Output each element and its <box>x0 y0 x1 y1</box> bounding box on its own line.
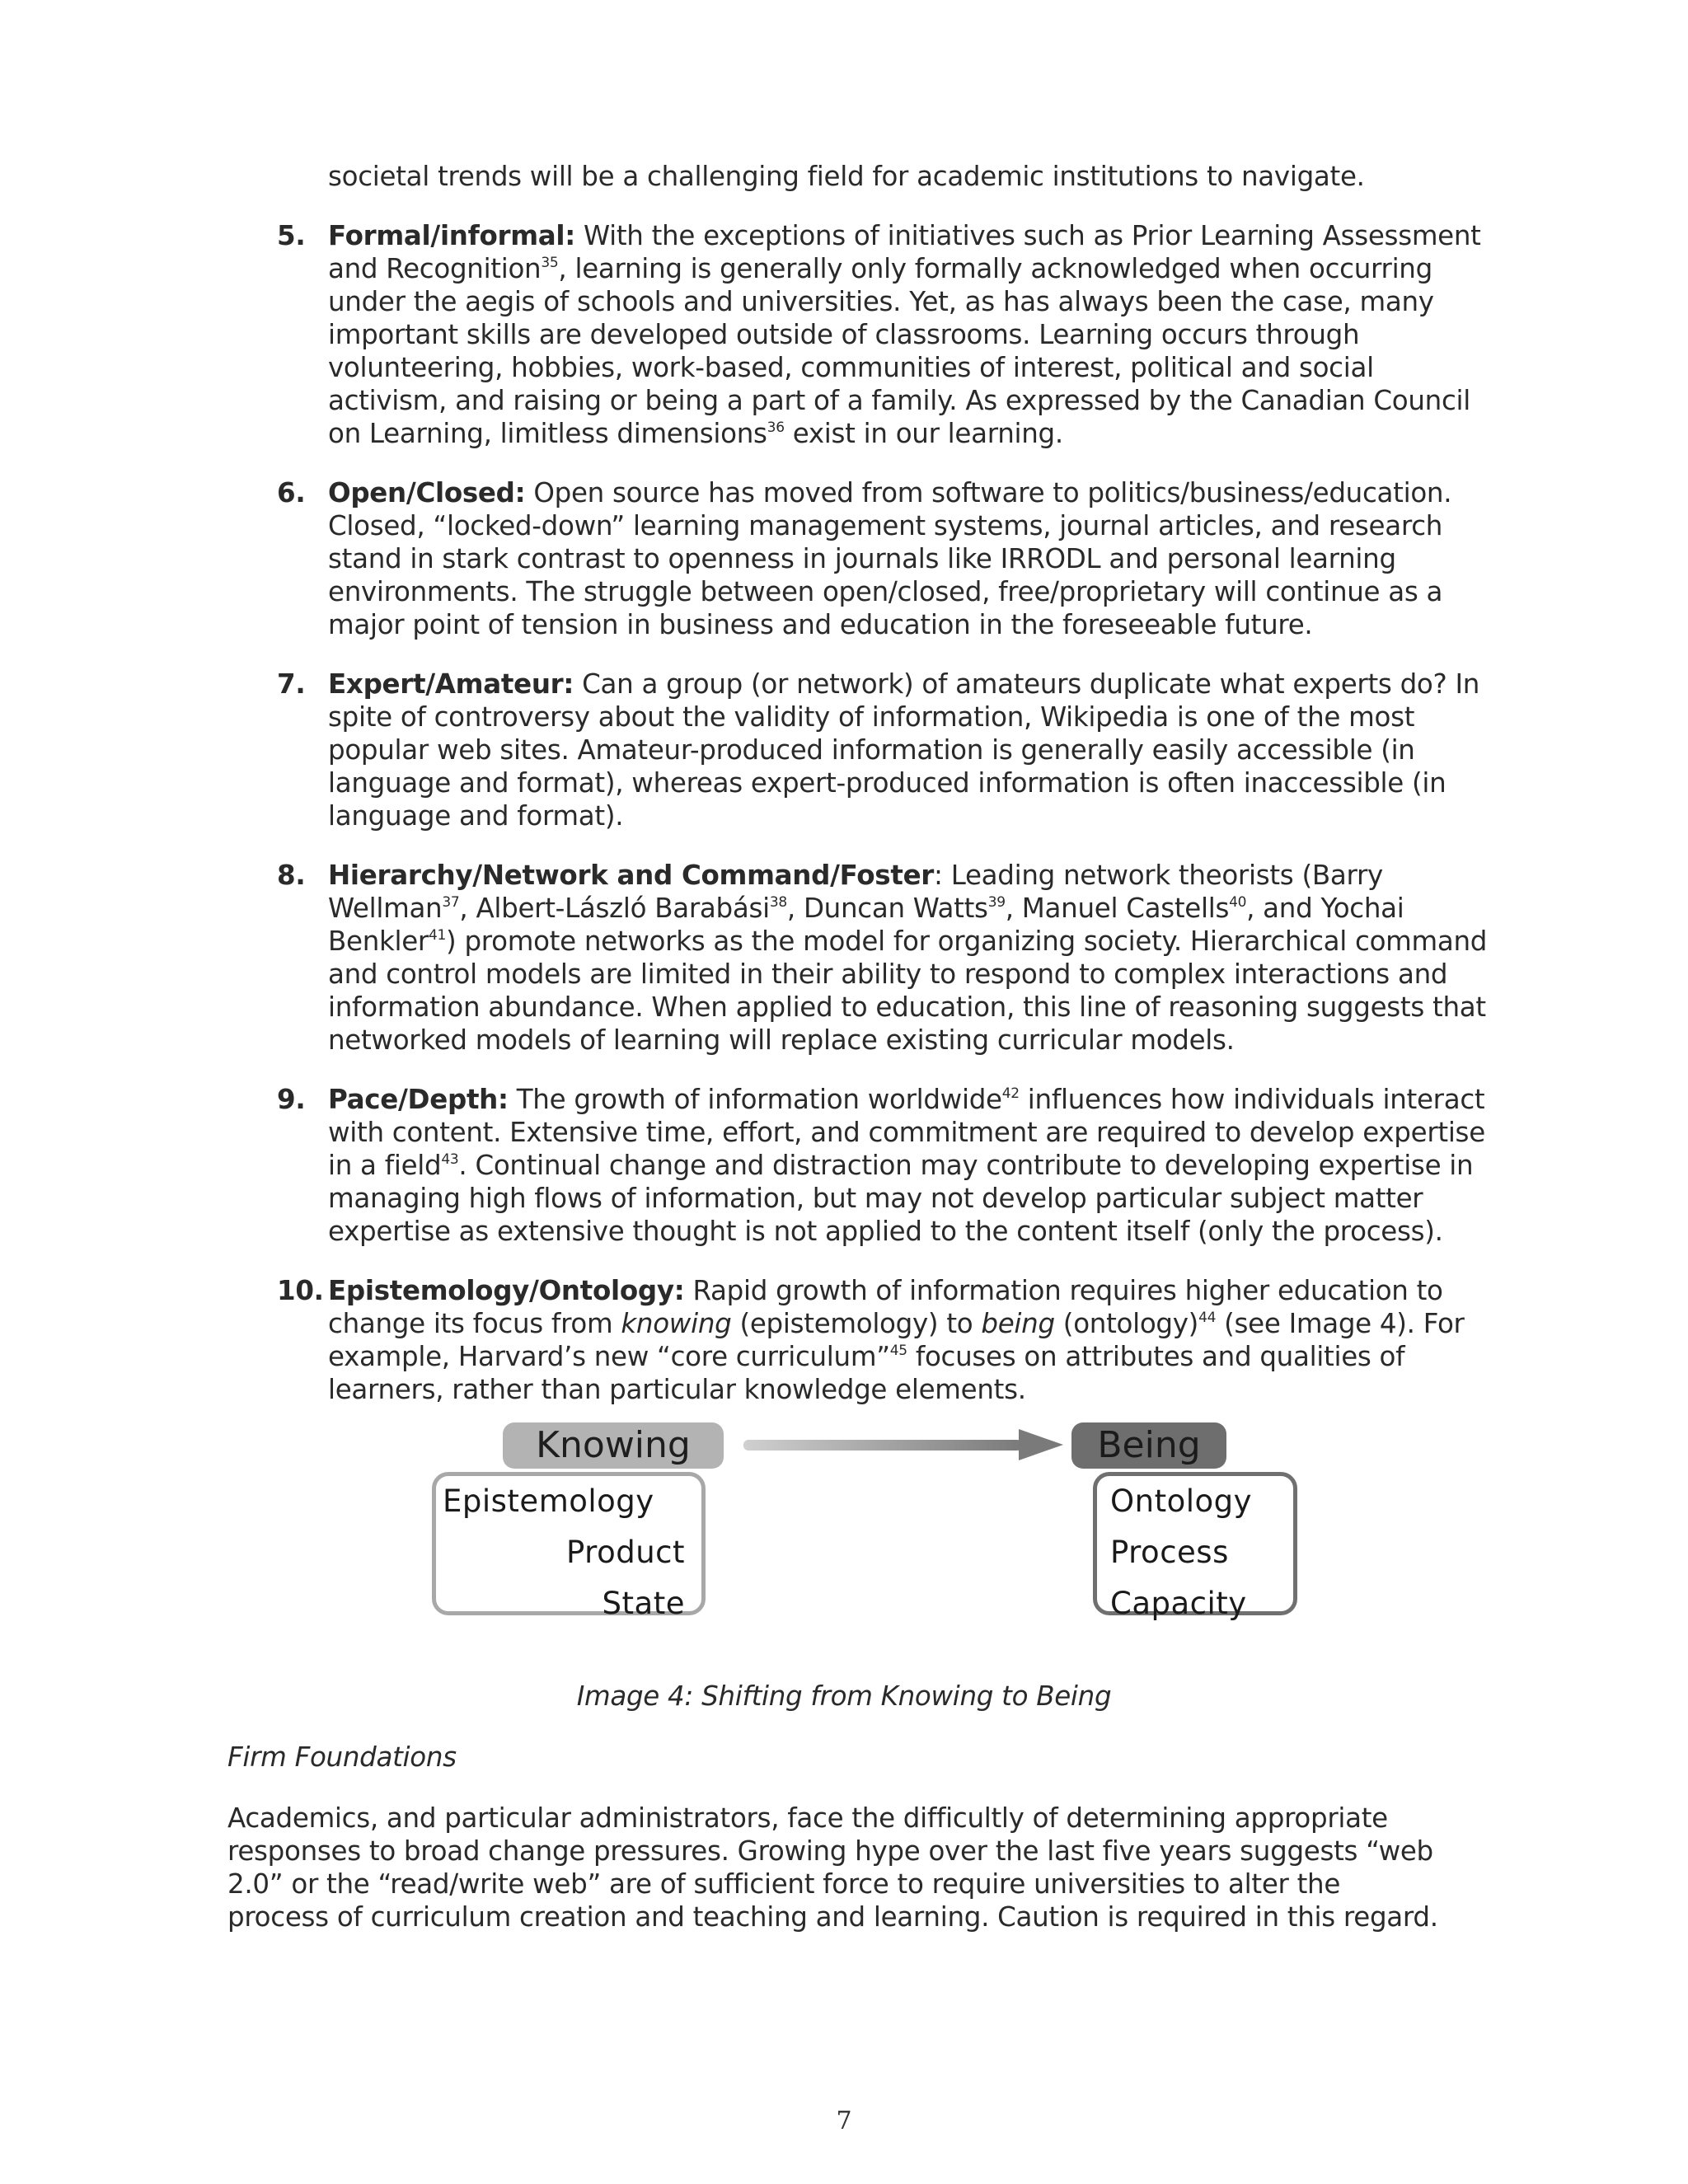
item-text: influences how individuals interact with content. Extensive time, effort, and commitment are required to develop expertise in a field <box>328 1084 1485 1181</box>
being-box <box>1093 1472 1297 1621</box>
item-emphasis: being <box>981 1308 1055 1339</box>
trend-list <box>277 219 1497 1432</box>
footnote-ref: 39 <box>987 894 1006 911</box>
footnote-ref: 41 <box>429 927 447 944</box>
being-item: Ontology <box>1110 1483 1253 1519</box>
item-text: Can a group (or network) of amateurs duplicate what experts do? In spite of controversy about the validity of information, Wikipedia is one of the most popular web sites. Amateur-produced information is generally easily accessible (in language and format), whereas expert-produced information is often inaccessible (in language and format). <box>328 668 1480 832</box>
item-text: (see Image 4). For example, Harvard’s new “core curriculum” <box>328 1308 1465 1372</box>
item-text: , Duncan Watts <box>786 893 988 924</box>
being-item: Capacity <box>1110 1586 1247 1621</box>
footnote-ref: 37 <box>442 894 460 911</box>
list-item <box>277 668 1497 832</box>
item-text: (ontology) <box>1054 1308 1199 1339</box>
footnote-ref: 43 <box>441 1151 459 1168</box>
item-text: The growth of information worldwide <box>508 1084 1002 1115</box>
page-number: 7 <box>836 2107 852 2135</box>
item-text: focuses on attributes and qualities of learners, rather than particular knowledge elements. <box>328 1341 1405 1405</box>
item-label: Formal/informal: <box>328 220 575 251</box>
footnote-ref: 36 <box>767 419 785 436</box>
section-heading: Firm Foundations <box>227 1741 457 1773</box>
item-text: , and Yochai Benkler <box>328 893 1404 957</box>
item-label: Pace/Depth: <box>328 1084 509 1115</box>
item-text: , Albert-László Barabási <box>459 893 770 924</box>
item-text: ) promote networks as the model for organizing society. Hierarchical command and control models are limited in their ability to respond to complex interactions and information abundance. When applied to education, this line of reasoning suggests that networked models of learning will replace existing curricular models. <box>328 926 1488 1056</box>
knowing-item: State <box>602 1586 685 1621</box>
right-arrow-icon <box>740 1426 1070 1464</box>
item-label: Open/Closed: <box>328 477 526 509</box>
being-label: Being <box>1071 1422 1226 1469</box>
knowing-item: Product <box>566 1535 685 1570</box>
list-item <box>277 219 1497 450</box>
item-label: Expert/Amateur: <box>328 668 574 700</box>
item-number: 10. <box>277 1275 324 1306</box>
item-text: (epistemology) to <box>731 1308 982 1339</box>
body-paragraph: Academics, and particular administrators, face the difficultly of determining appropriate responses to broad change pressures. Growing hype over the last five years suggests “web 2.0” or the “read/write web” are of sufficient force to require universities to alter the process of curriculum creation and teaching and learning. Caution is required in this regard. <box>227 1802 1438 1933</box>
knowing-label: Knowing <box>503 1422 724 1469</box>
item-label: Epistemology/Ontology: <box>328 1275 685 1306</box>
item-text: . Continual change and distraction may contribute to developing expertise in managing high flows of information, but may not develop particular subject matter expertise as extensive thought is not applied to the content itself (only the process). <box>328 1150 1474 1247</box>
footnote-ref: 40 <box>1229 894 1247 911</box>
continuation-text: societal trends will be a challenging field for academic institutions to navigate. <box>328 161 1365 192</box>
item-text: : Leading network theorists (Barry Wellman <box>328 860 1383 924</box>
list-item <box>277 1274 1497 1406</box>
item-emphasis: knowing <box>621 1308 732 1339</box>
item-text: , learning is generally only formally acknowledged when occurring under the aegis of schools and universities. Yet, as has always been the case, many important skills are developed outside of classrooms. Learning occurs through volunteering, hobbies, work-based, communities of interest, political and social activism, and raising or being a part of a family. As expressed by the Canadian Council on Learning, limitless dimensions <box>328 253 1470 449</box>
item-text: Open source has moved from software to politics/business/education. Closed, “locked-down” learning management systems, journal articles, and research stand in stark contrast to openness in journals like IRRODL and personal learning environments. The struggle between open/closed, free/proprietary will continue as a major point of tension in business and education in the foreseeable future. <box>328 477 1452 640</box>
item-text: Rapid growth of information requires higher education to change its focus from <box>328 1275 1443 1339</box>
item-label: Hierarchy/Network and Command/Foster <box>328 860 935 891</box>
item-number: 6. <box>277 477 306 509</box>
list-item <box>277 476 1497 641</box>
item-number: 9. <box>277 1084 306 1115</box>
footnote-ref: 44 <box>1198 1310 1217 1326</box>
footnote-ref: 42 <box>1001 1085 1020 1102</box>
item-text: With the exceptions of initiatives such as Prior Learning Assessment and Recognition <box>328 220 1481 284</box>
item-number: 7. <box>277 668 306 700</box>
item-text: , Manuel Castells <box>1005 893 1230 924</box>
item-number: 5. <box>277 220 306 251</box>
list-item <box>277 859 1497 1057</box>
knowing-box <box>432 1472 706 1621</box>
knowing-being-diagram <box>412 1418 1319 1648</box>
figure-caption: Image 4: Shifting from Knowing to Being <box>576 1680 1112 1712</box>
item-number: 8. <box>277 860 306 891</box>
knowing-item: Epistemology <box>443 1483 654 1519</box>
footnote-ref: 35 <box>541 255 559 271</box>
list-item <box>277 1083 1497 1248</box>
footnote-ref: 38 <box>769 894 787 911</box>
being-item: Process <box>1110 1535 1229 1570</box>
item-text: exist in our learning. <box>784 418 1063 449</box>
footnote-ref: 45 <box>889 1343 907 1359</box>
